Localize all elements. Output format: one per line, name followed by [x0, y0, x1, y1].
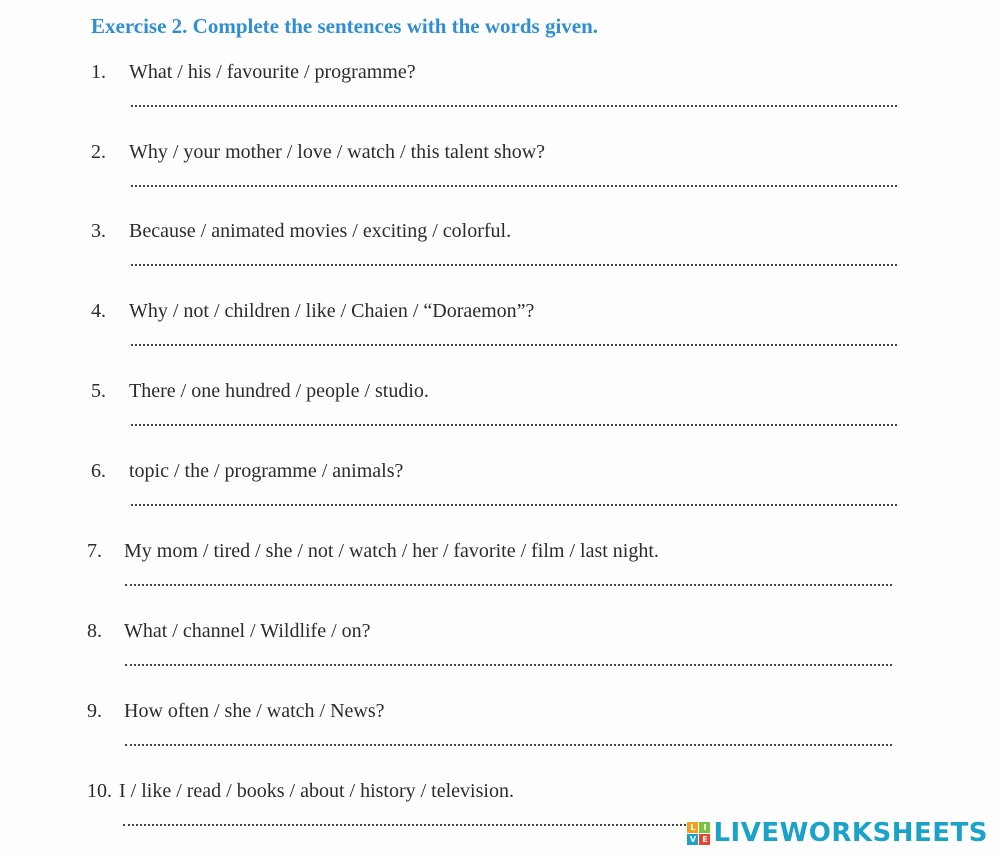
item-prompt: topic / the / programme / animals?: [129, 460, 404, 482]
exercise-item: [0, 300, 1000, 380]
answer-line[interactable]: [125, 664, 892, 666]
item-number: 8.: [87, 620, 102, 642]
item-prompt: Why / not / children / like / Chaien / “Doraemon”?: [129, 300, 535, 322]
exercise-item: [0, 380, 1000, 460]
item-prompt: There / one hundred / people / studio.: [129, 380, 429, 402]
exercise-item: [0, 540, 1000, 620]
answer-line[interactable]: [131, 264, 897, 266]
logo-mark-letter: E: [699, 834, 710, 845]
answer-line[interactable]: [131, 344, 897, 346]
exercise-item: [0, 460, 1000, 540]
item-number: 3.: [91, 220, 106, 242]
liveworksheets-logo: [687, 818, 988, 848]
exercise-item: [0, 620, 1000, 700]
item-number: 5.: [91, 380, 106, 402]
item-number: 1.: [91, 61, 106, 83]
answer-line[interactable]: [125, 744, 892, 746]
item-number: 10.: [87, 780, 112, 802]
logo-text: LIVEWORKSHEETS: [713, 818, 988, 848]
item-number: 6.: [91, 460, 106, 482]
exercise-item: [0, 700, 1000, 780]
item-prompt: What / channel / Wildlife / on?: [124, 620, 371, 642]
answer-line[interactable]: [131, 185, 897, 187]
item-prompt: Because / animated movies / exciting / colorful.: [129, 220, 512, 242]
exercise-item: [0, 220, 1000, 300]
answer-line[interactable]: [125, 584, 892, 586]
logo-mark-letter: V: [687, 834, 698, 845]
item-prompt: I / like / read / books / about / history / television.: [119, 780, 514, 802]
answer-line[interactable]: [131, 424, 897, 426]
item-number: 4.: [91, 300, 106, 322]
liveworksheets-mark-icon: [687, 822, 710, 845]
item-prompt: How often / she / watch / News?: [124, 700, 385, 722]
logo-mark-letter: I: [699, 822, 710, 833]
item-prompt: My mom / tired / she / not / watch / her / favorite / film / last night.: [124, 540, 659, 562]
item-number: 7.: [87, 540, 102, 562]
logo-mark-letter: L: [687, 822, 698, 833]
exercise-item: [0, 61, 1000, 141]
answer-line[interactable]: [131, 504, 897, 506]
exercise-item: [0, 141, 1000, 221]
item-number: 9.: [87, 700, 102, 722]
answer-line[interactable]: [123, 824, 690, 826]
exercise-title: Exercise 2. Complete the sentences with the words given.: [91, 14, 599, 38]
item-prompt: Why / your mother / love / watch / this talent show?: [129, 141, 546, 163]
item-number: 2.: [91, 141, 106, 163]
answer-line[interactable]: [131, 105, 897, 107]
item-prompt: What / his / favourite / programme?: [129, 61, 416, 83]
